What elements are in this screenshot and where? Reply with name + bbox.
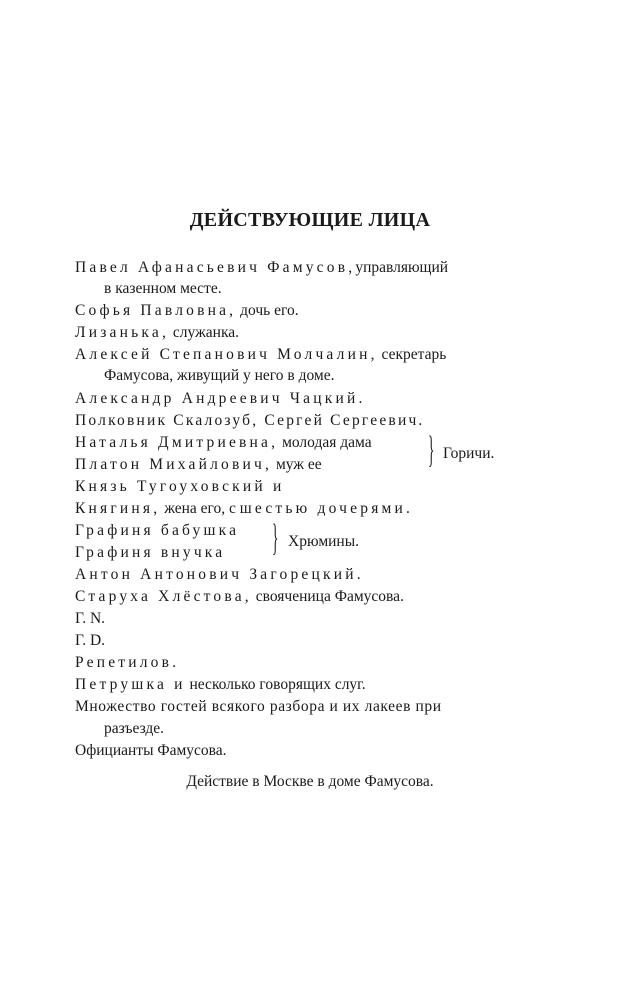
character-zagoretsky <box>75 565 364 585</box>
character-waiters: Официанты Фамусова. <box>75 742 227 759</box>
character-platon <box>75 455 322 475</box>
character-knyaginya <box>75 499 413 519</box>
group-gorichi: Горичи. <box>443 445 495 462</box>
character-name: Полковник Скалозуб, Сергей Сергеевич. <box>75 412 425 429</box>
character-name: Павел Афанасьевич Фамусов, <box>75 259 356 276</box>
character-name: Петрушка и <box>75 676 186 693</box>
character-petrushka <box>75 675 366 695</box>
character-desc: жена его, с <box>160 500 240 517</box>
character-famusov-cont: в казенном месте. <box>104 280 222 297</box>
character-name: Княгиня, <box>75 500 161 517</box>
character-lizanka <box>75 323 239 343</box>
character-name: Старуха Хлёстова, <box>75 588 252 605</box>
group-khryuminy: Хрюмины. <box>288 533 360 550</box>
character-grafinya-babushka <box>75 521 239 541</box>
character-tugoukhovsky <box>75 477 284 497</box>
character-desc: управляющий <box>355 259 449 276</box>
character-name: Лизанька, <box>75 324 170 341</box>
character-name: шестью дочерями. <box>239 500 414 517</box>
page-title: ДЕЙСТВУЮЩИЕ ЛИЦА <box>189 209 431 231</box>
character-desc: служанка. <box>169 324 240 341</box>
character-name: Репетилов. <box>75 654 180 671</box>
brace-icon: } <box>272 517 279 559</box>
character-natalya <box>75 433 372 453</box>
character-desc: муж ее <box>272 456 322 473</box>
character-g-n: Г. N. <box>75 610 106 627</box>
character-name: Александр Андреевич Чацкий. <box>75 390 366 407</box>
character-skalozub <box>75 411 425 431</box>
character-g-d: Г. D. <box>75 632 106 649</box>
character-desc: дочь его. <box>236 302 299 319</box>
character-name: Софья Павловна, <box>75 302 237 319</box>
character-desc: секретарь <box>377 346 447 363</box>
character-desc: молодая дама <box>278 434 372 451</box>
character-guests: Множество гостей всякого разбора и их лакеев при <box>75 698 442 715</box>
character-grafinya-vnuchka <box>75 543 225 563</box>
character-chatsky <box>75 389 366 409</box>
character-molchalin-cont: Фамусова, живущий у него в доме. <box>104 367 335 384</box>
character-sofya <box>75 301 299 321</box>
character-repetilov <box>75 653 179 673</box>
character-name: Наталья Дмитриевна, <box>75 434 279 451</box>
character-name: Графиня бабушка <box>75 522 240 539</box>
setting-note: Действие в Москве в доме Фамусова. <box>186 773 434 790</box>
character-khlestova <box>75 587 404 607</box>
brace-icon: } <box>428 429 435 471</box>
character-famusov <box>75 258 448 278</box>
character-name: Графиня внучка <box>75 544 226 561</box>
character-molchalin <box>75 345 446 365</box>
character-name: Антон Антонович Загорецкий. <box>75 566 364 583</box>
character-name: Платон Михайлович, <box>75 456 273 473</box>
character-name: Алексей Степанович Молчалин, <box>75 346 378 363</box>
character-desc: свояченица Фамусова. <box>251 588 404 605</box>
character-name: Князь Тугоуховский и <box>75 478 285 495</box>
character-guests-cont: разъезде. <box>104 720 165 737</box>
character-desc: несколько говорящих слуг. <box>185 676 366 693</box>
